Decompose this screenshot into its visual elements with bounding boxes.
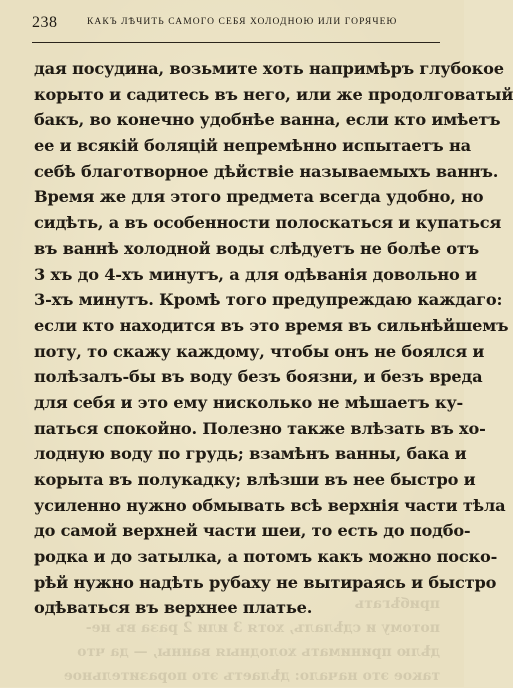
text-line: Время же для этого предмета всегда удобно, но: [34, 187, 484, 207]
text-line: полѣзалъ-бы въ воду безъ боязни, и безъ вреда: [34, 367, 483, 387]
text-line: себѣ благотворное дѣйствіе называемыхъ ваннъ.: [34, 161, 499, 181]
header-rule: [32, 42, 440, 43]
text-line: 3-хъ минутъ. Кромѣ того предупреждаю каждаго:: [34, 290, 503, 310]
body-text: [34, 56, 513, 621]
show-through-line: такое это начало: дѣлаетъ это поразительное: [63, 668, 440, 684]
page-number: 238: [32, 14, 58, 31]
show-through-line: потому и сдѣлалъ, хотя 3 или 2 раза въ не-: [85, 620, 440, 636]
text-line-last: одѣваться въ верхнее платье.: [34, 598, 313, 618]
text-line: дая посудина, возьмите хоть напримѣръ глубокое: [34, 59, 504, 78]
text-line: корыта въ полукадку; влѣзши въ нее быстро и: [34, 470, 476, 489]
text-line: паться спокойно. Полезно также влѣзать въ хо-: [34, 418, 486, 438]
text-line: сидѣть, а въ особенности полоскаться и купаться: [34, 213, 502, 233]
page-header: [32, 14, 442, 36]
text-line: бакъ, во конечно удобнѣе ванна, если кто имѣетъ: [34, 110, 501, 130]
text-line: до самой верхней части шеи, то есть до подбо-: [34, 521, 471, 541]
text-line: 3 хъ до 4-хъ минутъ, а для одѣванія довольно и: [34, 264, 477, 284]
text-line: родка и до затылка, а потомъ какъ можно поско-: [34, 547, 498, 567]
text-line: корыто и садитесь въ него, или же продолговатый: [34, 84, 513, 104]
running-head: КАКЪ ЛѢЧИТЬ САМОГО СЕБЯ ХОЛОДНОЮ ИЛИ ГОРЯЧЕЮ: [87, 17, 398, 27]
show-through-line: дѣлю принимать холодныя ванны, — да что: [77, 644, 440, 660]
show-through-line: прибѣгать: [354, 596, 440, 612]
text-line: въ ваннѣ холодной воды слѣдуетъ не болѣе отъ: [34, 238, 479, 258]
text-line: рѣй нужно надѣть рубаху не вытираясь и быстро: [34, 572, 497, 592]
text-line: если кто находится въ это время въ сильнѣйшемъ: [34, 315, 509, 335]
text-line: поту, то скажу каждому, чтобы онъ не боялся и: [34, 341, 485, 361]
text-line: усиленно нужно обмывать всѣ верхнія части тѣла: [34, 495, 506, 515]
text-line: для себя и это ему нисколько не мѣшаетъ ку-: [34, 392, 464, 412]
text-line: ее и всякій боляцій непремѣнно испытаетъ на: [34, 136, 471, 156]
text-line: лодную воду по грудь; взамѣнъ ванны, бака и: [34, 444, 467, 464]
